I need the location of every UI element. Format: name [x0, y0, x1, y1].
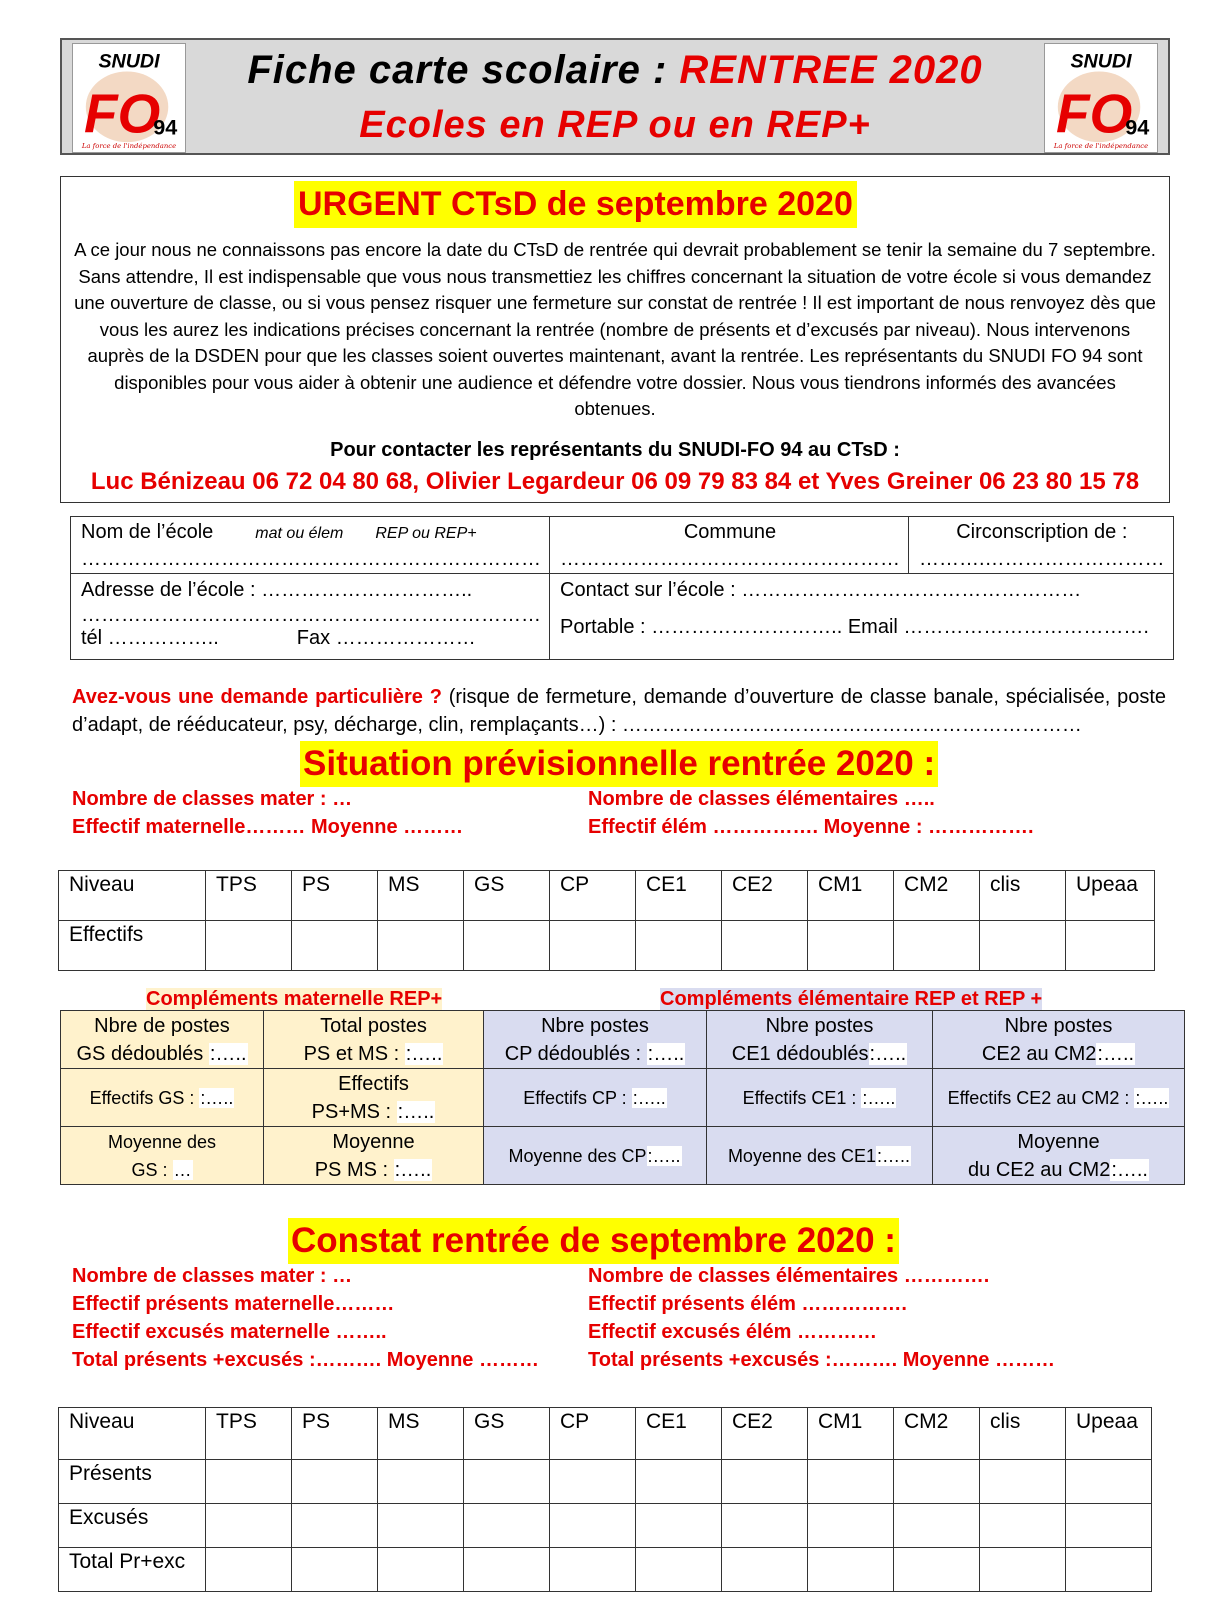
input-cell[interactable]	[1066, 1548, 1152, 1592]
input-cell[interactable]	[722, 921, 808, 971]
row-label: Excusés	[59, 1504, 206, 1548]
table-row	[59, 1504, 1152, 1548]
complements-elementaire-heading: Compléments élémentaire REP et REP +	[660, 988, 1043, 1010]
school-address-cell[interactable]: Adresse de l’école : ………………………….. …………………………………………………………… tél …………….. Fax …………………	[71, 574, 550, 660]
header-banner	[60, 38, 1170, 155]
constat-right-line: Nombre de classes élémentaires ………….	[588, 1265, 990, 1287]
constat-left-line: Total présents +excusés :………. Moyenne ………	[72, 1349, 539, 1371]
level-header: Upeaa	[1066, 1408, 1152, 1460]
complements-maternelle-heading: Compléments maternelle REP+	[146, 988, 443, 1010]
input-cell[interactable]	[808, 1504, 894, 1548]
school-contact-cell[interactable]: Contact sur l’école : …………………………………………… Portable : ……………………….. Email ……………………………….	[550, 574, 1174, 660]
input-cell[interactable]	[808, 1460, 894, 1504]
level-header: CP	[550, 871, 636, 921]
circonscription-cell[interactable]: Circonscription de : ……….………………………	[909, 517, 1174, 574]
input-cell[interactable]	[894, 1504, 980, 1548]
comp-cell[interactable]: Effectifs CP : :…..	[484, 1069, 707, 1127]
input-cell[interactable]	[206, 1548, 292, 1592]
input-cell[interactable]	[292, 1548, 378, 1592]
comp-cell[interactable]: Moyenne du CE2 au CM2:…..	[933, 1127, 1185, 1185]
level-header: GS	[464, 871, 550, 921]
level-header: CE2	[722, 1408, 808, 1460]
input-cell[interactable]	[1066, 1504, 1152, 1548]
comp-cell[interactable]: Nbre postes CE1 dédoublés:…..	[707, 1011, 933, 1069]
complements-table	[60, 1010, 1185, 1185]
school-info-table	[70, 516, 1174, 660]
table-row	[59, 1460, 1152, 1504]
level-header: CE1	[636, 871, 722, 921]
special-request: Avez-vous une demande particulière ? (risque de fermeture, demande d’ouverture de classe banale, spécialisée, poste d’adapt, de rééducateur, psy, décharge, clin, remplaçants…) : ……………………………………………………………	[72, 686, 1166, 736]
input-cell[interactable]	[636, 921, 722, 971]
snudi-fo-logo-left	[72, 43, 186, 153]
comp-cell[interactable]: Moyenne des CP:…..	[484, 1127, 707, 1185]
level-header: MS	[378, 871, 464, 921]
urgent-text: A ce jour nous ne connaissons pas encore la date du CTsD de rentrée qui devrait probablement se tenir la semaine du 7 septembre. Sans attendre, Il est indispensable que vous nous transmettiez les chiffres concernant la situation de votre école si vous demandez une ouverture de classe, ou si vous pensez risquer une fermeture sur constat de rentrée ! Il est important de nous renvoyez dès que vous les aurez les indications précises concernant la rentrée (nombre de présents et d’excusés par niveau). Nous intervenons auprès de la DSDEN pour que les classes soient ouvertes maintenant, avant la rentrée. Les représentants du SNUDI FO 94 sont disponibles pour vous aider à obtenir une audience et défendre votre dossier. Nous vous tiendrons informés des avancées obtenues.	[74, 239, 1156, 419]
level-header: CM1	[808, 871, 894, 921]
level-header: clis	[980, 1408, 1066, 1460]
level-header: Upeaa	[1066, 871, 1155, 921]
input-cell[interactable]	[206, 1504, 292, 1548]
input-cell[interactable]	[550, 921, 636, 971]
level-header: CP	[550, 1408, 636, 1460]
input-cell[interactable]	[206, 1460, 292, 1504]
input-cell[interactable]	[378, 1504, 464, 1548]
input-cell[interactable]	[808, 921, 894, 971]
input-cell[interactable]	[808, 1548, 894, 1592]
input-cell[interactable]	[1066, 1460, 1152, 1504]
svg-text:94: 94	[153, 114, 178, 140]
effectifs-table	[58, 870, 1155, 971]
level-header: CM2	[894, 871, 980, 921]
situation-right-line: Nombre de classes élémentaires …..	[588, 788, 935, 810]
svg-text:La force de l'indépendance: La force de l'indépendance	[1053, 142, 1149, 151]
commune-cell[interactable]: Commune ……………………………………………	[550, 517, 909, 574]
constat-right-line: Total présents +excusés :………. Moyenne ………	[588, 1349, 1055, 1371]
level-header: PS	[292, 1408, 378, 1460]
input-cell[interactable]	[722, 1504, 808, 1548]
input-cell[interactable]	[292, 921, 378, 971]
urgent-box	[60, 176, 1170, 503]
input-cell[interactable]	[464, 1504, 550, 1548]
situation-right-line: Effectif élém ……………. Moyenne : …………….	[588, 816, 1034, 838]
level-header: CE1	[636, 1408, 722, 1460]
table-row	[59, 1548, 1152, 1592]
constat-left-line: Nombre de classes mater : …	[72, 1265, 353, 1287]
input-cell[interactable]	[292, 1504, 378, 1548]
svg-text:SNUDI: SNUDI	[1070, 50, 1132, 73]
constat-title: Constat rentrée de septembre 2020 :	[288, 1218, 899, 1264]
level-header: PS	[292, 871, 378, 921]
table-row	[59, 921, 1155, 971]
level-header: CM2	[894, 1408, 980, 1460]
constat-right-line: Effectif présents élém …………….	[588, 1293, 907, 1315]
urgent-title: URGENT CTsD de septembre 2020	[294, 181, 857, 228]
comp-cell[interactable]: Total postes PS et MS : :…..	[264, 1011, 484, 1069]
input-cell[interactable]	[636, 1504, 722, 1548]
page-title: Fiche carte scolaire : RENTREE 2020	[247, 48, 983, 92]
comp-cell[interactable]: Nbre postes CE2 au CM2:…..	[933, 1011, 1185, 1069]
input-cell[interactable]	[292, 1460, 378, 1504]
level-header: MS	[378, 1408, 464, 1460]
svg-text:94: 94	[1125, 114, 1150, 140]
svg-text:SNUDI: SNUDI	[98, 50, 160, 73]
table-header-cell: Niveau	[59, 1408, 206, 1460]
input-cell[interactable]	[980, 1460, 1066, 1504]
input-cell[interactable]	[722, 1460, 808, 1504]
level-header: CM1	[808, 1408, 894, 1460]
snudi-fo-logo-right	[1044, 43, 1158, 153]
table-header-cell: Niveau	[59, 871, 206, 921]
input-cell[interactable]	[550, 1504, 636, 1548]
input-cell[interactable]	[550, 1548, 636, 1592]
level-header: clis	[980, 871, 1066, 921]
input-cell[interactable]	[722, 1548, 808, 1592]
situation-left-line: Nombre de classes mater : …	[72, 788, 353, 810]
level-header: TPS	[206, 871, 292, 921]
row-label: Total Pr+exc	[59, 1548, 206, 1592]
input-cell[interactable]	[1066, 921, 1155, 971]
constat-left-line: Effectif excusés maternelle ……..	[72, 1321, 387, 1343]
level-header: TPS	[206, 1408, 292, 1460]
situation-title: Situation prévisionnelle rentrée 2020 :	[300, 741, 938, 787]
school-name-cell[interactable]: Nom de l’école mat ou élem REP ou REP+ ……………………………………………………………	[71, 517, 550, 574]
svg-text:La force de l'indépendance: La force de l'indépendance	[81, 142, 177, 151]
input-cell[interactable]	[378, 1460, 464, 1504]
input-cell[interactable]	[378, 1548, 464, 1592]
input-cell[interactable]	[894, 1548, 980, 1592]
input-cell[interactable]	[206, 921, 292, 971]
comp-cell[interactable]: Effectifs PS+MS : :…..	[264, 1069, 484, 1127]
svg-text:FO: FO	[83, 82, 161, 145]
input-cell[interactable]	[464, 1548, 550, 1592]
contact-names: Luc Bénizeau 06 72 04 80 68, Olivier Legardeur 06 09 79 83 84 et Yves Greiner 06 23 80 15 78	[90, 468, 1140, 495]
comp-cell[interactable]: Effectifs GS : :…..	[61, 1069, 264, 1127]
constat-left-line: Effectif présents maternelle………	[72, 1293, 395, 1315]
comp-cell[interactable]: Effectifs CE2 au CM2 : :…..	[933, 1069, 1185, 1127]
row-label: Effectifs	[59, 921, 206, 971]
page-subtitle: Ecoles en REP ou en REP+	[359, 104, 871, 146]
comp-cell[interactable]: Moyenne PS MS : :…..	[264, 1127, 484, 1185]
input-cell[interactable]	[464, 921, 550, 971]
input-cell[interactable]	[980, 921, 1066, 971]
comp-cell[interactable]: Moyenne des GS : …	[61, 1127, 264, 1185]
input-cell[interactable]	[894, 921, 980, 971]
comp-cell[interactable]: Nbre postes CP dédoublés : :…..	[484, 1011, 707, 1069]
level-header: GS	[464, 1408, 550, 1460]
comp-cell[interactable]: Moyenne des CE1:…..	[707, 1127, 933, 1185]
row-label: Présents	[59, 1460, 206, 1504]
contact-title: Pour contacter les représentants du SNUDI-FO 94 au CTsD :	[330, 439, 900, 461]
input-cell[interactable]	[980, 1548, 1066, 1592]
constat-right-line: Effectif excusés élém …………	[588, 1321, 877, 1343]
constat-table	[58, 1407, 1152, 1592]
situation-left-line: Effectif maternelle……… Moyenne ………	[72, 816, 464, 838]
input-cell[interactable]	[464, 1460, 550, 1504]
input-cell[interactable]	[636, 1548, 722, 1592]
input-cell[interactable]	[636, 1460, 722, 1504]
comp-cell[interactable]: Effectifs CE1 : :…..	[707, 1069, 933, 1127]
input-cell[interactable]	[378, 921, 464, 971]
comp-cell[interactable]: Nbre de postes GS dédoublés :…..	[61, 1011, 264, 1069]
input-cell[interactable]	[894, 1460, 980, 1504]
svg-text:FO: FO	[1055, 82, 1133, 145]
input-cell[interactable]	[980, 1504, 1066, 1548]
level-header: CE2	[722, 871, 808, 921]
input-cell[interactable]	[550, 1460, 636, 1504]
